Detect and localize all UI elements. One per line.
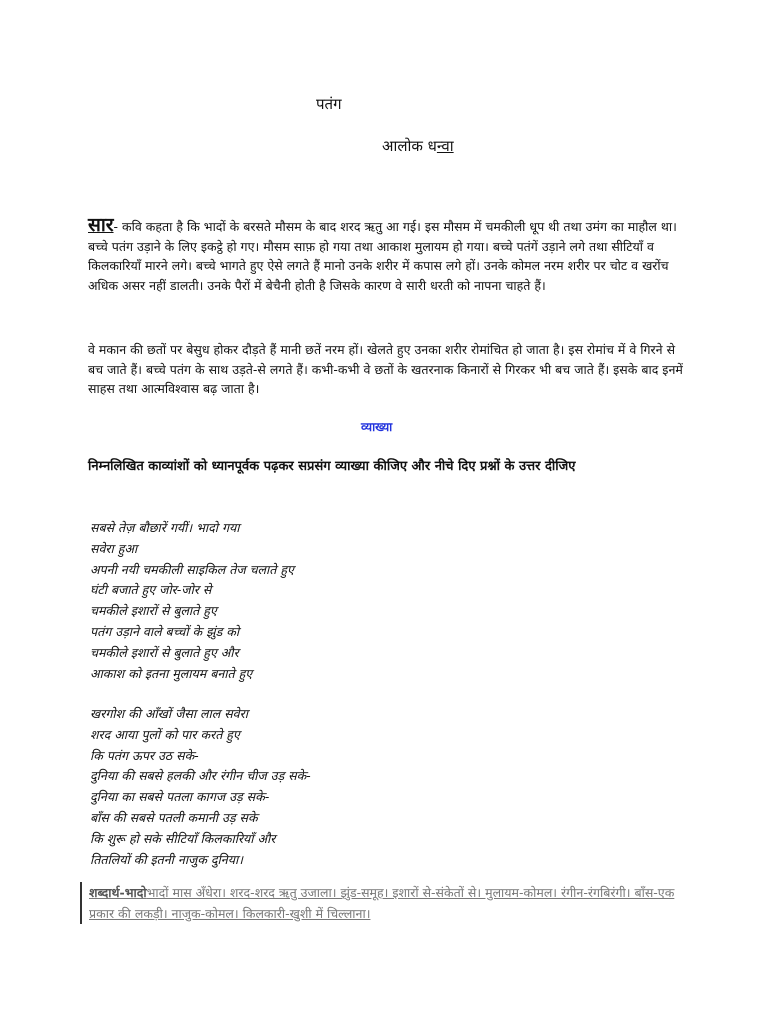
author-name: [382, 136, 454, 156]
poem-stanza-2: [90, 704, 311, 870]
poem-line: तितलियों की इतनी नाजुक दुनिया।: [90, 851, 243, 867]
poem-line: बाँस की सबसे पतली कमानी उड़ सके: [90, 809, 258, 825]
poem-line: खरगोश की आँखों जैसा लाल सवेरा: [90, 706, 248, 721]
glossary-text: भादों मास अँधेरा। शरद-शरद ऋतु उजाला। झुंड-समूह। इशारों से-संकेतों से। मुलायम-कोमल। रंगीन-रंगबिरंगी। बाँस-एक प्रकार की लकड़ी। नाजुक-कोमल। किलकारी-खुशी में चिल्लाना।: [89, 885, 675, 921]
poem-line: पतंग उड़ाने वाले बच्चों के झुंड को: [90, 623, 240, 639]
glossary-block: [80, 882, 699, 924]
author-name-end: न्वा: [436, 137, 454, 155]
poem-line: घंटी बजाते हुए जोर-जोर से: [90, 582, 212, 598]
glossary-heading: शब्दार्थ-भादो: [89, 885, 147, 900]
poem-line: कि पतंग ऊपर उठ सके-: [90, 747, 199, 763]
instruction-heading: निम्नलिखित काव्यांशों को ध्यानपूर्वक पढ़कर सप्रसंग व्याख्या कीजिए और नीचे दिए प्रश्नों के उत्तर दीजिए: [88, 459, 576, 474]
poem-line: कि शुरू हो सके सीटियाँ किलकारियाँ और: [90, 830, 276, 846]
poem-line: सबसे तेज़ बौछारें गयीं। भादो गया: [90, 520, 240, 535]
poem-line: दुनिया की सबसे हलकी और रंगीन चीज उड़ सके-: [90, 768, 311, 784]
poem-line: चमकीले इशारों से बुलाते हुए: [90, 603, 217, 619]
summary-text: - कवि कहता है कि भादों के बरसते मौसम के बाद शरद ऋतु आ गई। इस मौसम में चमकीली धूप थी तथा उमंग का माहौल था। बच्चे पतंग उड़ाने के लिए इकट्ठे हो गए। मौसम साफ़ हो गया तथा आकाश मुलायम हो गया। बच्चे पतंगें उड़ाने लगे तथा सीटियाँ व किलकारियाँ मारने लगे। बच्चे भागते हुए ऐसे लगते हैं मानो उनके शरीर में कपास लगे हों। उनके कोमल नरम शरीर पर चोट व खरोंच अधिक असर नहीं डालती। उनके पैरों में बेचैनी होती है जिसके कारण वे सारी धरती को नापना चाहते हैं।: [88, 219, 677, 293]
poem-line: चमकीले इशारों से बुलाते हुए और: [90, 644, 239, 660]
poem-line: सवेरा हुआ: [90, 540, 138, 556]
summary-heading: सार: [88, 214, 114, 236]
page-title: पतंग: [316, 95, 342, 113]
author-name-start: आलोक ध: [382, 137, 437, 155]
second-paragraph: वे मकान की छतों पर बेसुध होकर दौड़ते हैं मानी छतें नरम हों। खेलते हुए उनका शरीर रोमांचित हो जाता है। इस रोमांच में वे गिरने से बच जाते हैं। बच्चे पतंग के साथ उड़ते-से लगते हैं। कभी-कभी वे छतों के खतरनाक किनारों से गिरकर भी बच जाते हैं। इसके बाद इनमें साहस तथा आत्मविश्वास बढ़ जाता है।: [88, 342, 683, 396]
poem-line: आकाश को इतना मुलायम बनाते हुए: [90, 665, 253, 681]
summary-paragraph: [88, 216, 688, 295]
poem-line: शरद आया पुलों को पार करते हुए: [90, 726, 240, 742]
poem-stanza-1: [90, 518, 294, 684]
poem-line: दुनिया का सबसे पतला कागज उड़ सके-: [90, 789, 270, 805]
vyakhya-heading: व्याख्या: [361, 420, 393, 434]
poem-line: अपनी नयी चमकीली साइकिल तेज चलाते हुए: [90, 561, 294, 577]
